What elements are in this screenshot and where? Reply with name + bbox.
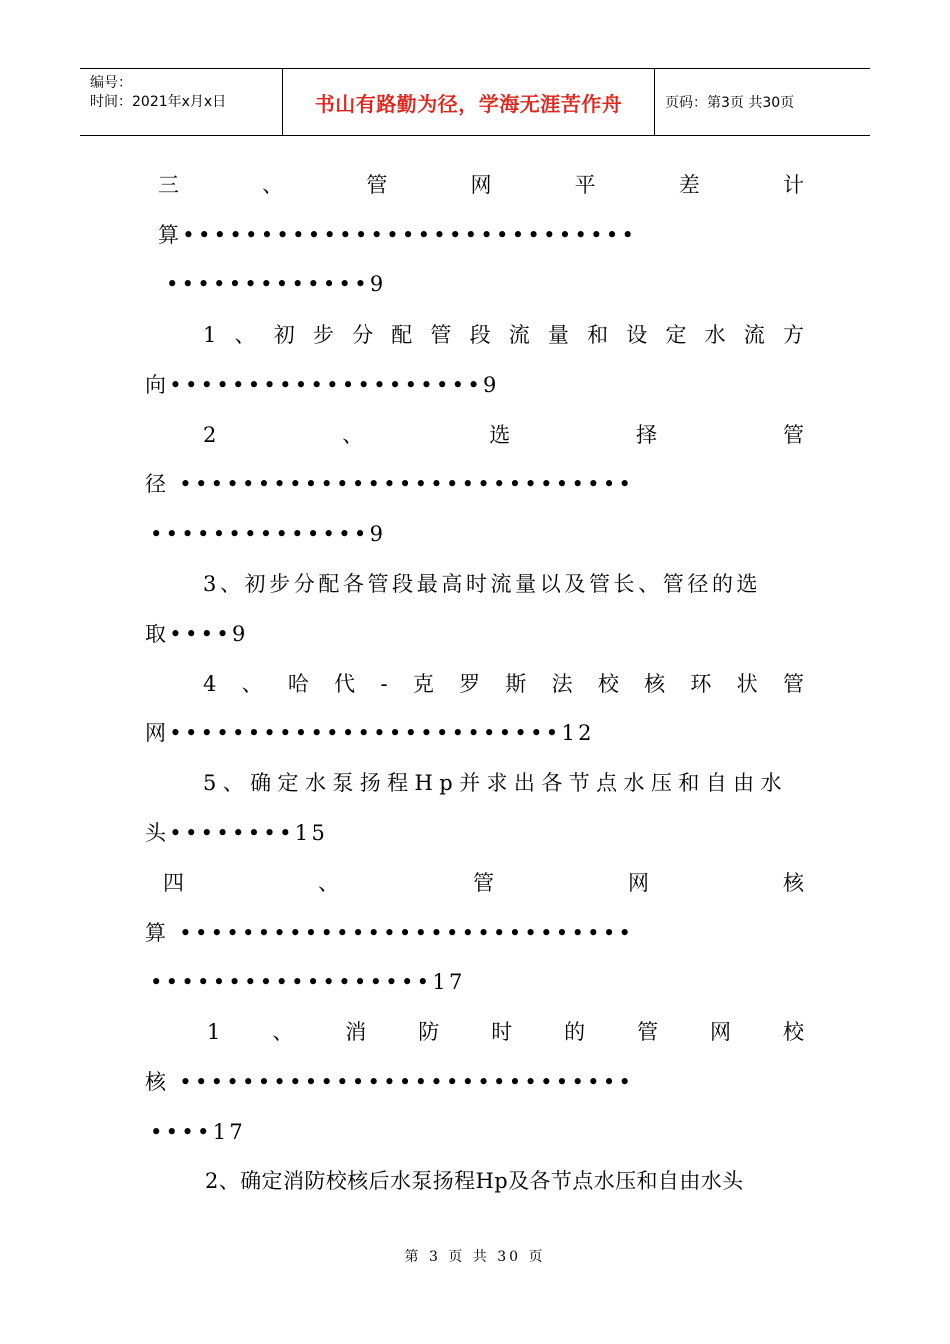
toc-char: 差 [678,173,700,197]
toc-char: 代 [334,672,356,696]
toc-char: 管 [783,423,804,447]
toc-char: 四 [163,871,184,895]
toc-char: 罗 [459,672,481,696]
toc-char: 核 [783,871,804,895]
toc-char: 2 [203,423,217,447]
toc-char: 量 [547,323,569,347]
toc-char: 和 [587,323,609,347]
toc-char: 设 [626,323,648,347]
toc-char: 三 [158,173,179,197]
toc-char: 网 [628,871,649,895]
toc-item-4-2-line1: 2、确定消防校核后水泵扬程Hp及各节点水压和自由水头 [205,1169,744,1193]
toc-char: - [380,672,388,696]
toc-char: 1 [207,1020,221,1044]
toc-char: 管 [366,173,388,197]
toc-section-3-line3: •••••••••••••9 [166,272,387,296]
toc-char: 防 [418,1020,440,1044]
toc-char: 校 [597,672,619,696]
toc-char: 管 [473,871,494,895]
document-number-label: 编号： [90,75,132,91]
toc-char: 时 [491,1020,513,1044]
toc-char: 克 [412,672,434,696]
toc-char: 择 [636,423,658,447]
toc-char: 、 [241,672,263,696]
toc-char: 管 [637,1020,659,1044]
toc-char: 管 [782,672,804,696]
toc-item-3-4-line2: 网•••••••••••••••••••••••••12 [145,721,595,745]
toc-char: 管 [430,323,452,347]
toc-item-3-4-line1 [203,669,804,699]
toc-char: 、 [234,323,256,347]
toc-char: 网 [470,173,492,197]
toc-item-3-5-line1: 5、确定水泵扬程Hp并求出各节点水压和自由水 [203,771,788,795]
toc-char: 核 [644,672,666,696]
toc-char: 计 [782,173,804,197]
toc-item-3-1-line2: 向••••••••••••••••••••9 [145,373,500,397]
toc-item-3-2-line3: ••••••••••••••9 [150,522,387,546]
toc-item-4-1-line3: ••••17 [150,1120,247,1144]
toc-char: 校 [783,1020,804,1044]
toc-char: 平 [574,173,596,197]
header-page-code-cell [655,69,870,135]
toc-section-3-line2: 算••••••••••••••••••••••••••••• [158,223,638,247]
toc-char: 状 [736,672,758,696]
toc-char: 配 [391,323,413,347]
toc-item-4-1-line2: 核 ••••••••••••••••••••••••••••• [145,1070,635,1094]
toc-char: 流 [508,323,530,347]
toc-char: 环 [690,672,712,696]
header-meta [80,69,283,135]
toc-char: 流 [743,323,765,347]
toc-item-3-3-line2: 取••••9 [145,622,249,646]
toc-char: 斯 [505,672,527,696]
toc-item-3-2-line2: 径 ••••••••••••••••••••••••••••• [145,472,635,496]
header-page-code: 页码：第3页 共30页 [665,95,795,111]
toc-char: 分 [352,323,374,347]
toc-section-4-line2: 算 ••••••••••••••••••••••••••••• [145,921,635,945]
toc-char: 哈 [287,672,309,696]
toc-item-3-1-line1 [203,320,804,350]
toc-item-3-3-line1: 3、初步分配各管段最高时流量以及管长、管径的选 [203,572,762,596]
toc-char: 、 [272,1020,294,1044]
page-header [80,68,870,136]
toc-char: 的 [564,1020,586,1044]
header-motto-cell [283,69,655,135]
toc-item-4-1-line1 [207,1017,804,1047]
toc-char: 、 [342,423,364,447]
toc-char: 段 [469,323,491,347]
header-motto: 书山有路勤为径，学海无涯苦作舟 [314,91,623,116]
toc-char: 消 [345,1020,367,1044]
toc-char: 选 [489,423,511,447]
toc-section-4-line3: ••••••••••••••••••17 [150,970,466,994]
toc-item-3-2-line1 [203,420,804,450]
toc-char: 定 [665,323,687,347]
toc-item-3-5-line2: 头••••••••15 [145,821,329,845]
toc-section-4-line1 [163,868,804,898]
page-footer: 第 3 页 共 30 页 [404,1249,546,1265]
toc-char: 1 [203,323,217,347]
document-date-label: 时间：2021年x月x日 [90,94,227,110]
toc-section-3-line1 [158,170,804,200]
toc-char: 步 [312,323,334,347]
toc-char: 、 [262,173,284,197]
toc-char: 方 [782,323,804,347]
toc-char: 、 [318,871,339,895]
toc-char: 水 [704,323,726,347]
toc-char: 网 [710,1020,732,1044]
toc-char: 4 [203,672,217,696]
toc-char: 法 [551,672,573,696]
toc-char: 初 [273,323,295,347]
